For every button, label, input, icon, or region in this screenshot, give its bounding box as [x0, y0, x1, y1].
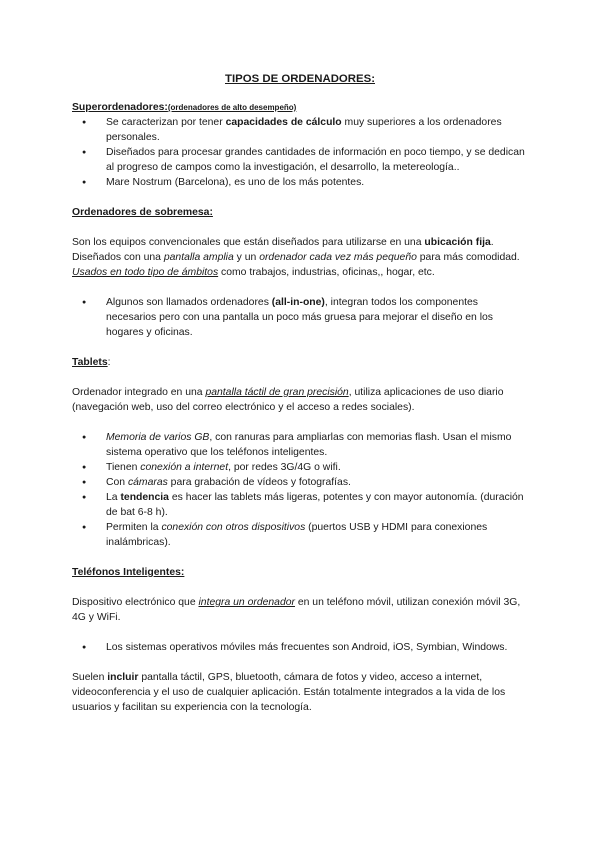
list-item: ● Tienen conexión a internet, por redes 3G/4G o wifi. — [106, 460, 528, 475]
heading-note: (ordenadores de alto desempeño) — [167, 103, 297, 112]
section-tablets-heading: Tablets: — [72, 357, 111, 368]
tablets-paragraph: Ordenador integrado en una pantalla táctil de gran precisión, utiliza aplicaciones de uso diario (navegación web, uso del correo electrónico y el acceso a redes sociales). — [72, 387, 504, 413]
superordenadores-list — [72, 115, 528, 190]
telefonos-final-paragraph: Suelen incluir pantalla táctil, GPS, bluetooth, cámara de fotos y video, acceso a internet, videoconferencia y el uso de cualquier aplicación. Están totalmente integrados a la vida de los usuarios y facilitan su experiencia con la tecnología. — [72, 672, 506, 713]
list-item: ● Con cámaras para grabación de vídeos y fotografías. — [106, 475, 528, 490]
telefonos-list — [72, 640, 528, 655]
sobremesa-list — [72, 295, 528, 340]
section-sobremesa-heading: Ordenadores de sobremesa: — [72, 207, 213, 218]
list-item: ● Memoria de varios GB, con ranuras para ampliarlas con memorias flash. Usan el mismo sistema operativo que los teléfonos inteligentes. — [106, 430, 528, 460]
page-title: TIPOS DE ORDENADORES: — [225, 73, 375, 85]
list-item: ● Los sistemas operativos móviles más frecuentes son Android, iOS, Symbian, Windows. — [106, 640, 528, 655]
tablets-list — [72, 430, 528, 550]
telefonos-paragraph: Dispositivo electrónico que integra un ordenador en un teléfono móvil, utilizan conexión móvil 3G, 4G y WiFi. — [72, 597, 521, 623]
section-telefonos-heading: Teléfonos Inteligentes: — [72, 567, 185, 578]
list-item: ● Algunos son llamados ordenadores (all-in-one), integran todos los componentes necesarios pero con una pantalla un poco más gruesa para mejorar el diseño en los hogares y oficinas. — [106, 295, 528, 340]
list-item: ● Mare Nostrum (Barcelona), es uno de los más potentes. — [106, 175, 528, 190]
list-item: ● Se caracterizan por tener capacidades de cálculo muy superiores a los ordenadores personales. — [106, 115, 528, 145]
sobremesa-paragraph: Son los equipos convencionales que están diseñados para utilizarse en una ubicación fija. Diseñados con una pantalla amplia y un ordenador cada vez más pequeño para más comodidad. Usados en todo tipo de ámbitos como trabajos, industrias, oficinas,, hogar, etc. — [72, 237, 520, 278]
list-item: ● La tendencia es hacer las tablets más ligeras, potentes y con mayor autonomía. (duración de bat 6-8 h). — [106, 490, 528, 520]
heading-text: Superordenadores: — [72, 102, 168, 113]
section-superordenadores-heading — [72, 100, 528, 115]
list-item: ● Diseñados para procesar grandes cantidades de información en poco tiempo, y se dedican al progreso de campos como la investigación, el desarrollo, la metereología.. — [106, 145, 528, 175]
list-item: ● Permiten la conexión con otros dispositivos (puertos USB y HDMI para conexiones inalámbricas). — [106, 520, 528, 550]
